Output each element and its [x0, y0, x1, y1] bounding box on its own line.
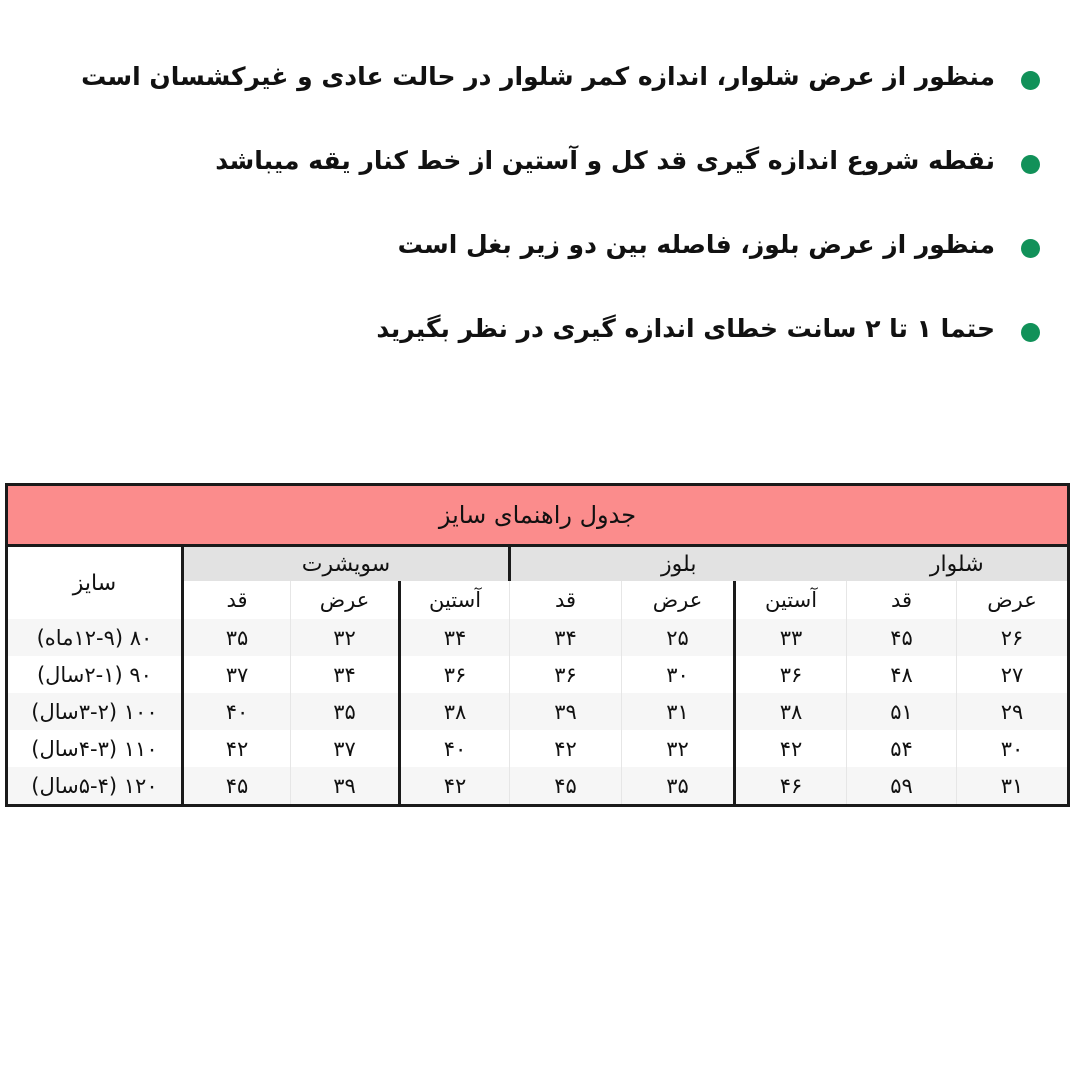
- table-row: [6, 619, 1068, 656]
- cell-size: ۱۲۰ (۵-۴سال): [6, 767, 182, 806]
- cell-blouse-width: ۲۵: [622, 619, 735, 656]
- cell-blouse-length: ۳۴: [510, 619, 622, 656]
- cell-blouse-length: ۴۲: [510, 730, 622, 767]
- cell-sweatshirt-width: ۳۴: [291, 656, 400, 693]
- cell-sweatshirt-length: ۳۷: [183, 656, 291, 693]
- group-header-sweatshirt: سویشرت: [183, 546, 510, 582]
- size-guide-table: [5, 483, 1070, 807]
- cell-size: ۹۰ (۲-۱سال): [6, 656, 182, 693]
- cell-sweatshirt-sleeve: ۴۲: [400, 767, 510, 806]
- bullet-point-icon: [1021, 239, 1040, 258]
- cell-trouser-length: ۵۱: [847, 693, 957, 730]
- column-header-blouse-length: قد: [510, 581, 622, 619]
- cell-blouse-width: ۳۰: [622, 656, 735, 693]
- size-guide-table-wrapper: [8, 483, 1070, 807]
- column-header-size: سایز: [6, 546, 182, 620]
- table-row: [6, 656, 1068, 693]
- cell-sweatshirt-width: ۳۷: [291, 730, 400, 767]
- note-item: [40, 144, 1040, 186]
- bullet-point-icon: [1021, 155, 1040, 174]
- table-title-row: [6, 485, 1068, 546]
- table-group-header-row: [6, 546, 1068, 582]
- group-header-trouser: شلوار: [847, 546, 1069, 582]
- note-text: حتما ۱ تا ۲ سانت خطای اندازه گیری در نظر بگیرید: [376, 314, 995, 343]
- cell-trouser-width: ۳۰: [957, 730, 1069, 767]
- cell-trouser-width: ۲۹: [957, 693, 1069, 730]
- cell-sweatshirt-length: ۴۵: [183, 767, 291, 806]
- column-header-sweatshirt-sleeve: آستین: [400, 581, 510, 619]
- column-header-blouse-sleeve: آستین: [735, 581, 847, 619]
- note-text: منظور از عرض شلوار، اندازه کمر شلوار در حالت عادی و غیرکشسان است: [81, 62, 995, 91]
- cell-trouser-length: ۵۹: [847, 767, 957, 806]
- cell-sweatshirt-sleeve: ۴۰: [400, 730, 510, 767]
- cell-trouser-width: ۲۷: [957, 656, 1069, 693]
- cell-sweatshirt-width: ۳۵: [291, 693, 400, 730]
- cell-blouse-sleeve: ۴۶: [735, 767, 847, 806]
- cell-blouse-length: ۳۹: [510, 693, 622, 730]
- cell-trouser-width: ۳۱: [957, 767, 1069, 806]
- cell-sweatshirt-length: ۴۰: [183, 693, 291, 730]
- table-title: جدول راهنمای سایز: [6, 485, 1068, 546]
- cell-trouser-length: ۴۵: [847, 619, 957, 656]
- table-row: [6, 767, 1068, 806]
- cell-blouse-width: ۳۵: [622, 767, 735, 806]
- note-text: منظور از عرض بلوز، فاصله بین دو زیر بغل است: [397, 230, 995, 259]
- cell-blouse-length: ۴۵: [510, 767, 622, 806]
- table-row: [6, 693, 1068, 730]
- cell-trouser-length: ۴۸: [847, 656, 957, 693]
- cell-sweatshirt-width: ۳۲: [291, 619, 400, 656]
- cell-sweatshirt-sleeve: ۳۴: [400, 619, 510, 656]
- note-item: [40, 228, 1040, 270]
- cell-blouse-sleeve: ۳۶: [735, 656, 847, 693]
- cell-blouse-width: ۳۱: [622, 693, 735, 730]
- cell-sweatshirt-sleeve: ۳۶: [400, 656, 510, 693]
- column-header-blouse-width: عرض: [622, 581, 735, 619]
- cell-size: ۱۱۰ (۴-۳سال): [6, 730, 182, 767]
- column-header-sweatshirt-length: قد: [183, 581, 291, 619]
- cell-size: ۱۰۰ (۳-۲سال): [6, 693, 182, 730]
- bullet-point-icon: [1021, 323, 1040, 342]
- cell-blouse-sleeve: ۳۸: [735, 693, 847, 730]
- note-text: نقطه شروع اندازه گیری قد کل و آستین از خط کنار یقه میباشد: [215, 146, 995, 175]
- group-header-blouse: بلوز: [510, 546, 847, 582]
- cell-trouser-width: ۲۶: [957, 619, 1069, 656]
- column-header-sweatshirt-width: عرض: [291, 581, 400, 619]
- note-item: [40, 60, 1040, 102]
- cell-blouse-width: ۳۲: [622, 730, 735, 767]
- cell-sweatshirt-length: ۳۵: [183, 619, 291, 656]
- bullet-point-icon: [1021, 71, 1040, 90]
- cell-blouse-length: ۳۶: [510, 656, 622, 693]
- cell-trouser-length: ۵۴: [847, 730, 957, 767]
- cell-size: ۸۰ (۱۲-۹ماه): [6, 619, 182, 656]
- cell-blouse-sleeve: ۴۲: [735, 730, 847, 767]
- column-header-trouser-width: عرض: [957, 581, 1069, 619]
- cell-sweatshirt-sleeve: ۳۸: [400, 693, 510, 730]
- table-row: [6, 730, 1068, 767]
- column-header-trouser-length: قد: [847, 581, 957, 619]
- note-item: [40, 312, 1040, 354]
- cell-sweatshirt-length: ۴۲: [183, 730, 291, 767]
- measurement-notes-list: [40, 60, 1040, 396]
- cell-sweatshirt-width: ۳۹: [291, 767, 400, 806]
- cell-blouse-sleeve: ۳۳: [735, 619, 847, 656]
